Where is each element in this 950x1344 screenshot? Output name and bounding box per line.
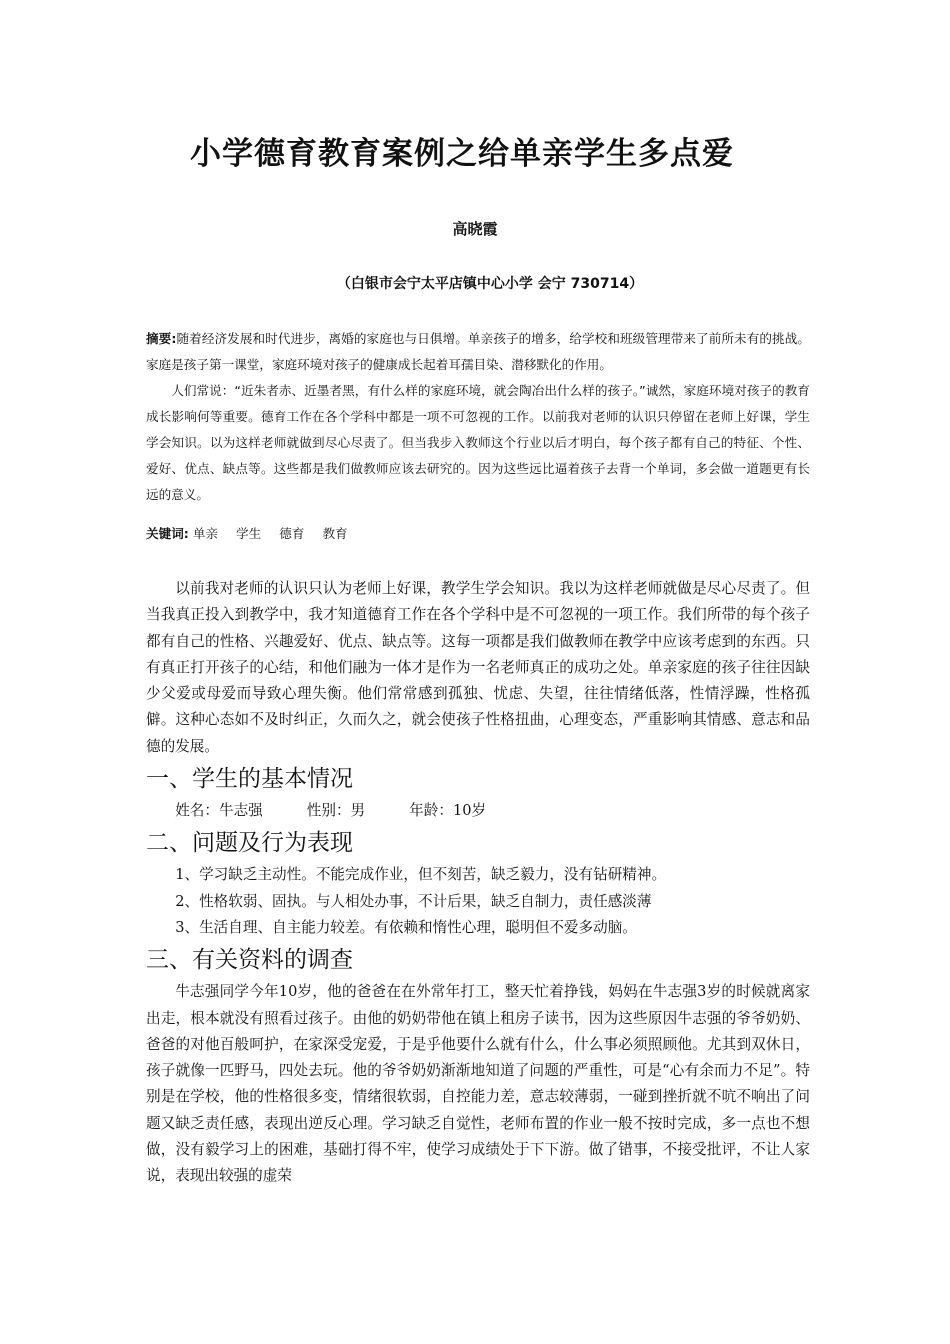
investigation-paragraph: 牛志强同学今年10岁，他的爸爸在在外常年打工，整天忙着挣钱，妈妈在牛志强3岁的时候就离家出走，根本就没有照看过孩子。由他的奶奶带他在镇上租房子读书，因为这些原因牛志强的爷爷奶奶、爸爸的对他百般呵护，在家深受宠爱，于是乎他要什么就有什么，什么事必须照顾他。尤其到双休日，孩子就像一匹野马，四处去玩。他的爷爷奶奶渐渐地知道了问题的严重性，可是“心有余而力不足”。特别是在学校，他的性格很多变，情绪很软弱，自控能力差，意志较薄弱，一碰到挫折就不吭不响出了问题又缺乏责任感，表现出逆反心理。学习缺乏自觉性，老师布置的作业一般不按时完成，多一点也不想做，没有毅学习上的困难，基础打得不牢，使学习成绩处于下下游。做了错事，不接受批评，不让人家说，表现出较强的虚荣 <box>146 983 810 1185</box>
abstract <box>146 326 810 508</box>
abstract-label: 摘要: <box>146 331 177 346</box>
keyword: 德育 <box>279 526 305 541</box>
abstract-paragraph-2: 人们常说：“近朱者赤、近墨者黑，有什么样的家庭环境，就会陶冶出什么样的孩子。”诚然，家庭环境对孩子的教育成长影响何等重要。德育工作在各个学科中都是一项不可忽视的工作。以前我对老师的认识只停留在老师上好课，学生学会知识。以为这样老师就做到尽心尽责了。但当我步入教师这个行业以后才明白，每个孩子都有自己的特征、个性、爱好、优点、缺点等。这些都是我们做教师应该去研究的。因为这些远比逼着孩子去背一个单词，多会做一道题更有长远的意义。 <box>146 383 810 502</box>
section-heading-1: 一、学生的基本情况 <box>146 766 353 793</box>
keywords <box>146 523 810 542</box>
intro-paragraph: 以前我对老师的认识只认为老师上好课，教学生学会知识。我以为这样老师就做是尽心尽责了。但当我真正投入到教学中，我才知道德育工作在各个学科中是不可忽视的一项工作。我们所带的每个孩子都有自己的性格、兴趣爱好、优点、缺点等。这每一项都是我们做教师在教学中应该考虑到的东西。只有真正打开孩子的心结，和他们融为一体才是作为一名老师真正的成功之处。单亲家庭的孩子往往因缺少父爱或母爱而导致心理失衡。他们常常感到孤独、忧虑、失望，往往情绪低落，性情浮躁，性格孤僻。这种心态如不及时纠正，久而久之，就会使孩子性格扭曲，心理变态，严重影响其情感、意志和品德的发展。 <box>146 580 810 755</box>
student-info <box>146 798 810 824</box>
section-heading-3: 三、有关资料的调查 <box>146 947 353 974</box>
keywords-label: 关键词: <box>146 526 189 541</box>
abstract-paragraph-1 <box>146 326 810 378</box>
list-item: 3、生活自理、自主能力较差。有依赖和惰性心理，聪明但不爱多动脑。 <box>175 918 637 936</box>
student-gender: 性别：男 <box>306 802 366 820</box>
author-affiliation: （白银市会宁太平店镇中心小学 会宁 730714） <box>336 276 644 292</box>
student-name: 姓名：牛志强 <box>175 802 263 820</box>
abstract-text-1: 随着经济发展和时代进步，离婚的家庭也与日俱增。单亲孩子的增多，给学校和班级管理带来了前所未有的挑战。家庭是孩子第一课堂，家庭环境对孩子的健康成长起着耳孺目染、潜移默化的作用。 <box>146 331 810 372</box>
list-item: 1、学习缺乏主动性。不能完成作业，但不刻苦，缺乏毅力，没有钻研精神。 <box>175 866 667 884</box>
student-age: 年龄：10岁 <box>409 802 487 820</box>
list-item: 2、性格软弱、固执。与人相处办事，不计后果，缺乏自制力，责任感淡薄 <box>175 892 652 910</box>
keyword: 单亲 <box>192 526 219 541</box>
keyword: 教育 <box>322 526 348 541</box>
section-heading-2: 二、问题及行为表现 <box>146 830 353 857</box>
document-body <box>146 576 810 1190</box>
author-name: 高晓霞 <box>452 220 498 238</box>
problem-list <box>146 862 810 941</box>
document-title: 小学德育教育案例之给单亲学生多点爱 <box>190 136 734 172</box>
keyword: 学生 <box>236 526 262 541</box>
